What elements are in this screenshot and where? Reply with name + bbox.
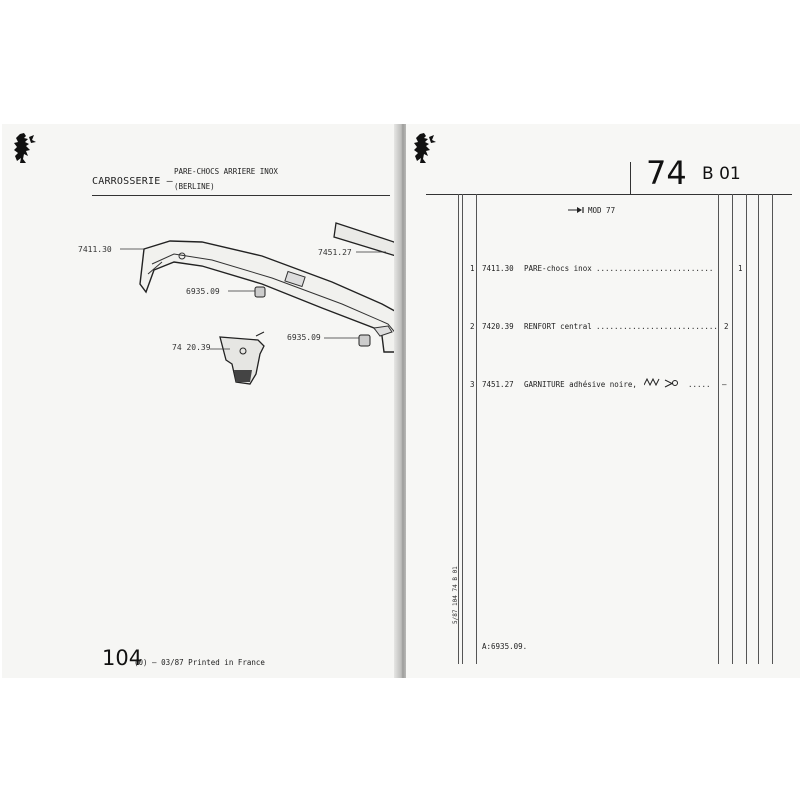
- table-line: [772, 194, 773, 664]
- callout-reinforcement: 74 20.39: [172, 343, 211, 352]
- edition-note: (0) – 03/87 Printed in France: [134, 658, 265, 667]
- mod-label: MOD 77: [588, 206, 616, 215]
- peugeot-lion-logo-icon: [412, 132, 438, 166]
- row-ref: 7411.30: [482, 264, 514, 273]
- cut-to-length-icon: [644, 377, 682, 389]
- table-line: [746, 194, 747, 664]
- group-number: 74: [646, 154, 687, 192]
- callout-bumper: 7411.30: [78, 245, 112, 254]
- row-qty: 2: [724, 322, 729, 331]
- table-line: [758, 194, 759, 664]
- section-label: CARROSSERIE –: [92, 176, 173, 187]
- page-title: PARE-CHOCS ARRIERE INOX: [174, 167, 278, 176]
- row-ref: 7451.27: [482, 380, 514, 389]
- row-dots: ..........................: [596, 264, 714, 273]
- row-designation: GARNITURE adhésive noire,: [524, 380, 637, 389]
- left-page: [2, 124, 402, 678]
- table-line: [462, 194, 463, 664]
- vertical-reference: 5/87 104 74 B 01: [452, 566, 459, 624]
- row-index: 3: [470, 380, 475, 389]
- row-index: 2: [470, 322, 475, 331]
- row-designation: PARE-chocs inox: [524, 264, 592, 273]
- row-dots: .....: [688, 380, 711, 389]
- row-dots: ...........................: [596, 322, 718, 331]
- header-rule: [426, 194, 792, 195]
- callout-nut-lower: 6935.09: [287, 333, 321, 342]
- row-qty: 1: [738, 264, 743, 273]
- header-divider: [630, 162, 631, 194]
- callout-nut-upper: 6935.09: [186, 287, 220, 296]
- page-subtitle: (BERLINE): [174, 182, 215, 191]
- callout-trim-strip: 7451.27: [318, 248, 352, 257]
- group-code: B 01: [702, 164, 741, 184]
- peugeot-lion-logo-icon: [12, 132, 38, 166]
- arrow-marker-icon: [568, 206, 586, 214]
- row-qty: –: [722, 380, 727, 389]
- table-line: [476, 194, 477, 664]
- right-page: [406, 124, 800, 678]
- catalog-spread: [2, 124, 800, 678]
- row-index: 1: [470, 264, 475, 273]
- header-rule: [92, 195, 390, 196]
- row-designation: RENFORT central: [524, 322, 592, 331]
- row-ref: 7420.39: [482, 322, 514, 331]
- footnote: A:6935.09.: [482, 642, 528, 651]
- page-number: 104: [102, 646, 143, 670]
